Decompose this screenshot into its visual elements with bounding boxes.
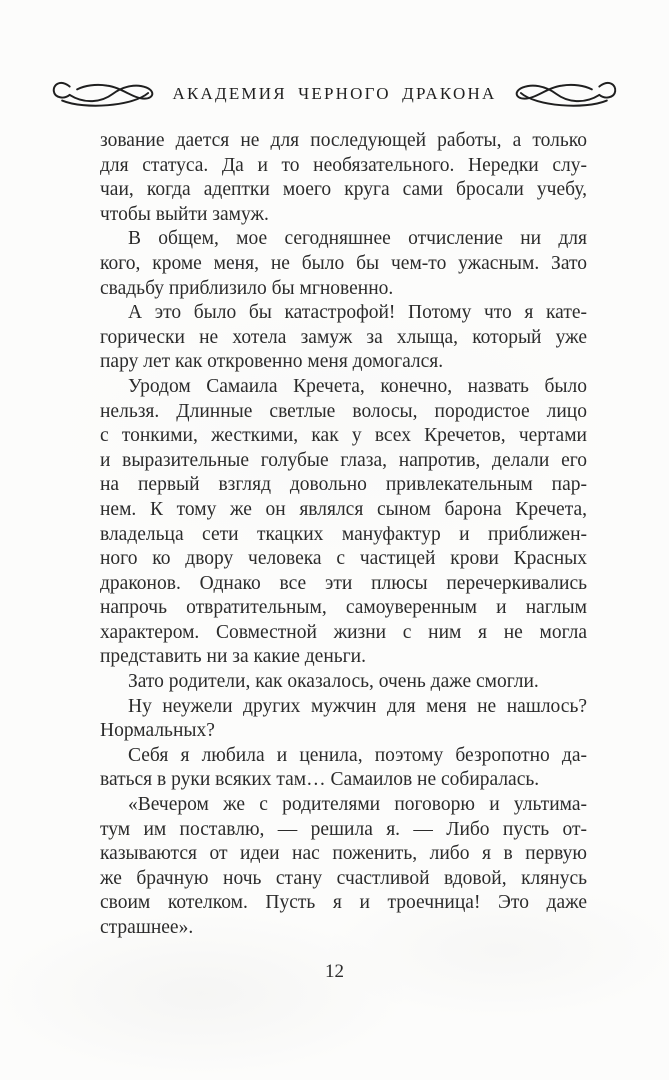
text-line: характером. Совместной жизни с ним я не могла (100, 621, 587, 643)
text-line: свадьбу приблизило бы мгновенно. (100, 277, 394, 299)
text-line: напрочь отвратительным, самоуверенным и наглым (100, 597, 587, 619)
text-line: драконов. Однако все эти плюсы перечеркивались (100, 572, 587, 594)
text-line: нем. К тому же он являлся сыном барона Кречета, (100, 498, 587, 520)
text-line: для статуса. Да и то необязательного. Нередки слу- (100, 154, 587, 176)
text-line: В общем, мое сегодняшнее отчисление ни для (128, 228, 587, 250)
text-line: «Вечером же с родителями поговорю и ультима- (128, 794, 587, 816)
text-line: ваться в руки всяких там… Самаилов не собиралась. (100, 769, 540, 791)
text-block (100, 129, 587, 941)
paragraph (100, 793, 587, 941)
text-line: чаи, когда адептки моего круга сами бросали учебу, (100, 179, 587, 201)
text-line: Зато родители, как оказалось, очень даже смогли. (128, 671, 539, 693)
flourish-ornament-icon (51, 78, 163, 110)
text-line: же брачную ночь стану счастливой вдовой, клянусь (100, 867, 587, 889)
text-line: тум им поставлю, — решила я. — Либо пусть от- (100, 818, 587, 840)
text-line: Уродом Самаила Кречета, конечно, назвать было (128, 375, 587, 397)
paragraph (100, 227, 587, 301)
text-line: пару лет как откровенно меня домогался. (100, 351, 444, 373)
paragraph (100, 670, 587, 695)
text-line: и выразительные голубые глаза, напротив, делали его (100, 449, 587, 471)
text-line: на первый взгляд довольно привлекательным пар- (100, 474, 587, 496)
running-head (0, 78, 669, 110)
text-line: с тонкими, жесткими, как у всех Кречетов, чертами (100, 425, 587, 447)
text-line: страшнее». (100, 917, 194, 938)
text-line: Нормальных? (100, 720, 215, 742)
text-line: казываются от идеи нас поженить, либо я в первую (100, 843, 587, 865)
book-title-header: АКАДЕМИЯ ЧЕРНОГО ДРАКОНА (172, 84, 497, 103)
paragraph (100, 375, 587, 670)
text-line: представить ни за какие деньги. (100, 646, 366, 668)
paragraph (100, 695, 587, 744)
text-line: горически не хотела замуж за хлыща, который уже (100, 326, 587, 348)
text-line: нельзя. Длинные светлые волосы, породистое лицо (100, 400, 587, 422)
text-line: зование дается не для последующей работы, а только (100, 130, 587, 151)
text-line: своим котелком. Пусть я и троечница! Это даже (100, 892, 587, 914)
paragraph (100, 301, 587, 375)
text-line: Ну неужели других мужчин для меня не нашлось? (128, 695, 587, 717)
text-line: кого, кроме меня, не было бы чем-то ужасным. Зато (100, 252, 587, 274)
page-number: 12 (325, 961, 344, 982)
paragraph (100, 129, 587, 227)
paragraph (100, 744, 587, 793)
flourish-ornament-mirrored-icon (506, 78, 618, 110)
text-line: владельца сети ткацких мануфактур и приближен- (100, 523, 587, 545)
text-line: чтобы выйти замуж. (100, 203, 269, 225)
text-line: А это было бы катастрофой! Потому что я кате- (128, 302, 587, 324)
text-line: ного ко двору человека с частицей крови Красных (100, 548, 587, 570)
text-line: Себя я любила и ценила, поэтому безропотно да- (128, 744, 587, 766)
